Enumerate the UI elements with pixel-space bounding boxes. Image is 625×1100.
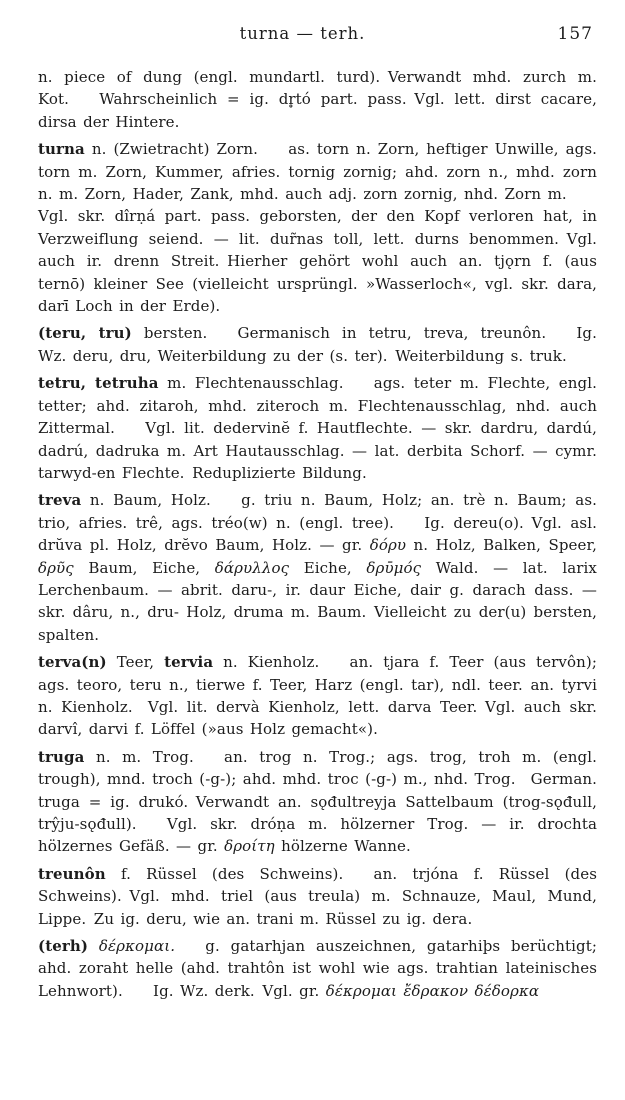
text-run: n. m. Trog. an. trog n. Trog.; ags. trog, troh m. (engl. trough), mnd. troch (-g-); ahd. mhd. troc (-g-) m., nhd. Trog. German. truga = ig. drukó. Verwandt an. sǫđultreyja Sattelbaum (trog-sǫđull, trŷju-sǫđull). Vgl. skr. dróṇa m. hölzerner Trog. — ir. drochta hölzernes Gefäß. — gr. — [38, 747, 597, 856]
text-run: bersten. Germanisch in tetru, treva, treunôn. Ig. Wz. deru, dru, Weiterbildung zu der (s. ter). Weiterbildung s. truk. — [38, 324, 597, 365]
text-run: tetru, tetruha — [38, 374, 159, 393]
text-run: n. Baum, Holz. g. triu n. Baum, Holz; an. trè n. Baum; as. trio, afries. trê, ags. tréo(w) n. (engl. tree). Ig. dereu(o). Vgl. asl. drŭva pl. Holz, drĕvo Baum, Holz. — gr. — [38, 491, 597, 555]
text-run: Teer, — [106, 653, 165, 672]
text-run: treva — [38, 491, 82, 510]
text-run: truga — [38, 747, 85, 766]
entry-teru-tru — [38, 322, 597, 367]
text-run: terva(n) — [38, 653, 107, 672]
text-run: δρῦς — [38, 558, 74, 577]
text-run: δέκρομαι ἔδρακον δέδορκα — [325, 981, 540, 1000]
running-head-title: turna — terh. — [239, 24, 366, 43]
text-run — [88, 937, 99, 955]
text-run: n. Kienholz. an. tjara f. Teer (aus tervôn); ags. teoro, teru n., tierwe f. Teer, Harz (engl. tar), ndl. teer. an. tyrvi n. Kienholz. Vgl. lit. dervà Kienholz, lett. darva Teer. Vgl. auch skr. darvî, darvi f. Löffel (»aus Holz gemacht«). — [38, 653, 597, 739]
text-run: hölzerne Wanne. — [274, 837, 411, 856]
entry-terva — [38, 651, 597, 741]
text-run: m. Flechtenausschlag. ags. teter m. Flechte, engl. tetter; ahd. zitaroh, mhd. ziteroch m. Flechtenausschlag, nhd. auch Zittermal. Vgl. lit. dedervinĕ f. Hautflechte. — skr. dardru, dardú, dadrú, dadruka m. Art Hautausschlag. — lat. derbita Schorf. — cymr. tarwyd-en Flechte. Reduplizierte Bildung. — [38, 374, 597, 482]
entry-dung-continuation — [38, 66, 597, 133]
entry-terh — [38, 935, 597, 1002]
text-run: treunôn — [38, 864, 106, 883]
text-run: (teru, tru) — [38, 324, 132, 343]
text-run: n. Holz, Balken, Speer, — [406, 536, 597, 555]
entry-turna — [38, 138, 597, 317]
text-run: n. (Zwietracht) Zorn. as. torn n. Zorn, heftiger Unwille, ags. torn m. Zorn, Kummer, afries. tornig zornig; ahd. zorn n., mhd. zorn n. m. Zorn, Hader, Zank, mhd. auch adj. zorn zornig, nhd. Zorn m. Vgl. skr. dîrṇá part. pass. geborsten, der den Kopf verloren hat, in Verzweiflung seiend. — lit. dur̃nas toll, lett. durns benommen. Vgl. auch ir. drenn Streit. Hierher gehört wohl auch an. tjǫrn f. (aus ternō) kleiner See (vielleicht ursprüngl. »Wasserloch«, vgl. skr. dara, darī Loch in der Erde). — [38, 140, 597, 316]
entry-truga — [38, 746, 597, 858]
text-run: δέρκομαι. — [98, 937, 176, 956]
text-run: Baum, Eiche, — [73, 558, 215, 577]
text-run: δροίτη — [224, 837, 275, 856]
entry-treunon — [38, 863, 597, 930]
entry-tetru — [38, 372, 597, 484]
text-run: tervia — [164, 653, 214, 672]
text-run: δόρυ — [369, 536, 407, 555]
text-run: Wald. — lat. larix Lerchenbaum. — abrit. daru-, ir. daur Eiche, dair g. darach dass. — skr. dâru, n., dru- Holz, druma m. Baum. Vielleicht zu der(u) bersten, spalten. — [38, 558, 597, 644]
text-run: δάρυλλος — [214, 558, 290, 577]
page-number: 157 — [557, 24, 593, 44]
dictionary-body — [38, 66, 597, 1002]
running-head — [38, 24, 597, 50]
text-run: f. Rüssel (des Schweins). an. trjóna f. Rüssel (des Schweins). Vgl. mhd. triel (aus treula) m. Schnauze, Maul, Mund, Lippe. Zu ig. deru, wie an. trani m. Rüssel zu ig. dera. — [38, 864, 597, 928]
text-run: Eiche, — [289, 558, 367, 577]
text-run: (terh) — [38, 937, 89, 956]
entry-treva — [38, 489, 597, 646]
text-run: n. piece of dung (engl. mundartl. turd). Verwandt mhd. zurch m. Kot. Wahrscheinlich = ig. dr̥tó part. pass. Vgl. lett. dirst cacare, dirsa der Hintere. — [38, 68, 597, 131]
text-run: δρῡμός — [366, 558, 422, 577]
text-run: turna — [38, 140, 85, 159]
text-run: g. gatarhjan auszeichnen, gatarhiþs berüchtigt; ahd. zoraht helle (ahd. trahtôn ist wohl wie ags. trahtian lateinisches Lehnwort). Ig. Wz. derk. Vgl. gr. — [38, 937, 597, 1000]
